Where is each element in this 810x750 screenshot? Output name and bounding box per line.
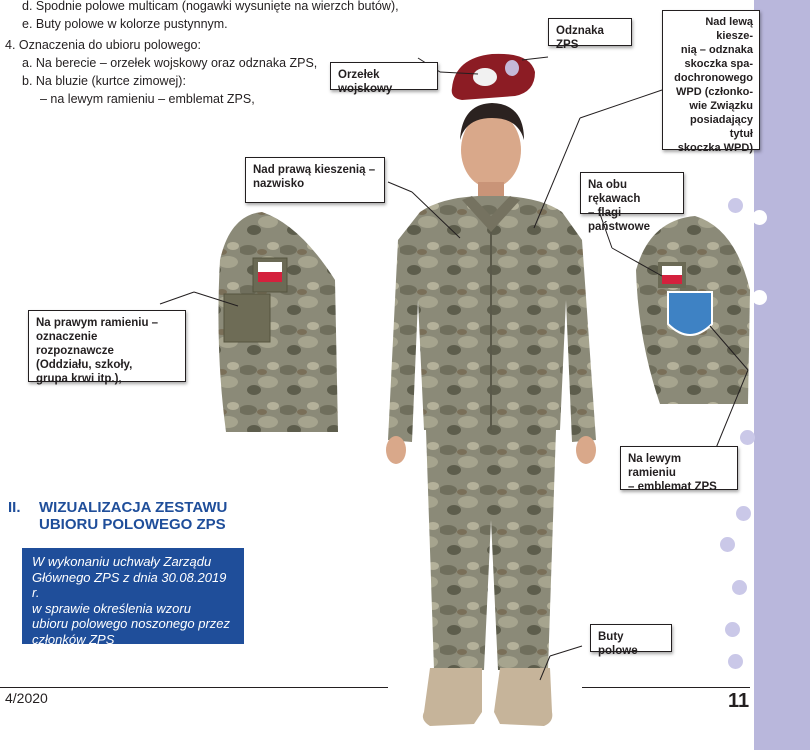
section-title-line: UBIORU POLOWEGO ZPS	[39, 516, 226, 533]
callout-text-line: – emblemat ZPS	[628, 481, 717, 493]
callout-text-line: Na lewym ramieniu	[628, 453, 682, 479]
callout-text-line: Na prawym ramieniu –	[36, 317, 159, 329]
list-item-e: e. Buty polowe w kolorze pustynnym.	[22, 17, 228, 31]
eagle-badge-icon	[473, 68, 497, 86]
callout-text-line: grupa krwi itp.),	[36, 373, 122, 385]
callout-text-line: wie Związku	[689, 100, 753, 112]
resolution-note-box	[22, 548, 244, 647]
note-line: członków ZPS	[32, 631, 115, 647]
left-sleeve-photo	[636, 216, 750, 404]
callout-eagle	[330, 62, 438, 95]
callout-text-line: Na obu rękawach	[588, 179, 641, 205]
section-number: II.	[8, 499, 21, 516]
callout-text-line: Nad prawą kieszenią –	[253, 164, 376, 176]
section-title-line: WIZUALIZACJA ZESTAWU	[39, 499, 228, 516]
soldier-figure	[386, 103, 596, 726]
list-item-d: d. Spodnie polowe multicam (nogawki wysunięte na wierzch butów),	[22, 0, 399, 13]
note-line: w sprawie określenia wzoru	[32, 600, 191, 616]
callout-text-line: skoczka WPD)	[677, 142, 753, 154]
callout-zps-badge	[548, 18, 632, 51]
right-sleeve-photo	[218, 212, 338, 432]
callout-right-arm	[28, 310, 186, 385]
callout-text-line: dochronowego	[674, 72, 753, 84]
callout-text-line: posiadający tytuł	[690, 114, 753, 140]
callout-text-line: Nad lewą kiesze-	[705, 16, 753, 42]
callout-text-line: nazwisko	[253, 178, 305, 190]
callout-right-pocket	[245, 157, 385, 203]
issue-label: 4/2020	[5, 690, 48, 706]
poland-flag-icon	[258, 262, 282, 272]
zps-badge-icon	[505, 60, 519, 76]
list-item-4a: a. Na berecie – orzełek wojskowy oraz odznaka ZPS,	[22, 56, 318, 70]
zps-emblem-icon	[668, 292, 712, 335]
list-item-4b: b. Na bluzie (kurtce zimowej):	[22, 74, 186, 88]
callout-boots	[590, 624, 672, 657]
callout-text-line: nią – odznaka	[680, 44, 753, 56]
callout-text-line: WPD (członko-	[676, 86, 753, 98]
callout-boots-text: Buty polowe	[598, 631, 638, 657]
note-line: W wykonaniu uchwały Zarządu	[32, 554, 212, 569]
footer-rule-right	[582, 687, 750, 688]
beret	[452, 54, 535, 100]
callout-left-arm	[620, 446, 738, 493]
callout-zps-badge-text: Odznaka ZPS	[556, 25, 604, 51]
poland-flag-icon	[662, 266, 682, 275]
callout-eagle-text: Orzełek wojskowy	[338, 69, 393, 95]
note-line: ubioru polowego noszonego przez	[32, 616, 231, 631]
note-line: Głównego ZPS z dnia 30.08.2019 r.	[32, 569, 227, 600]
list-item-4: 4. Oznaczenia do ubioru polowego:	[5, 38, 201, 52]
callout-both-sleeves	[580, 172, 684, 233]
callout-text-line: (Oddziału, szkoły,	[36, 359, 133, 371]
callout-text-line: oznaczenie rozpoznawcze	[36, 331, 114, 357]
callout-left-pocket	[662, 10, 760, 154]
footer-rule-left	[0, 687, 388, 688]
page-number: 11	[728, 690, 750, 712]
list-item-4b-dash: – na lewym ramieniu – emblemat ZPS,	[40, 92, 255, 106]
section-title	[39, 499, 227, 533]
callout-text-line: skoczka spa-	[684, 58, 753, 70]
callout-text-line: – flagi państwowe	[588, 207, 650, 233]
